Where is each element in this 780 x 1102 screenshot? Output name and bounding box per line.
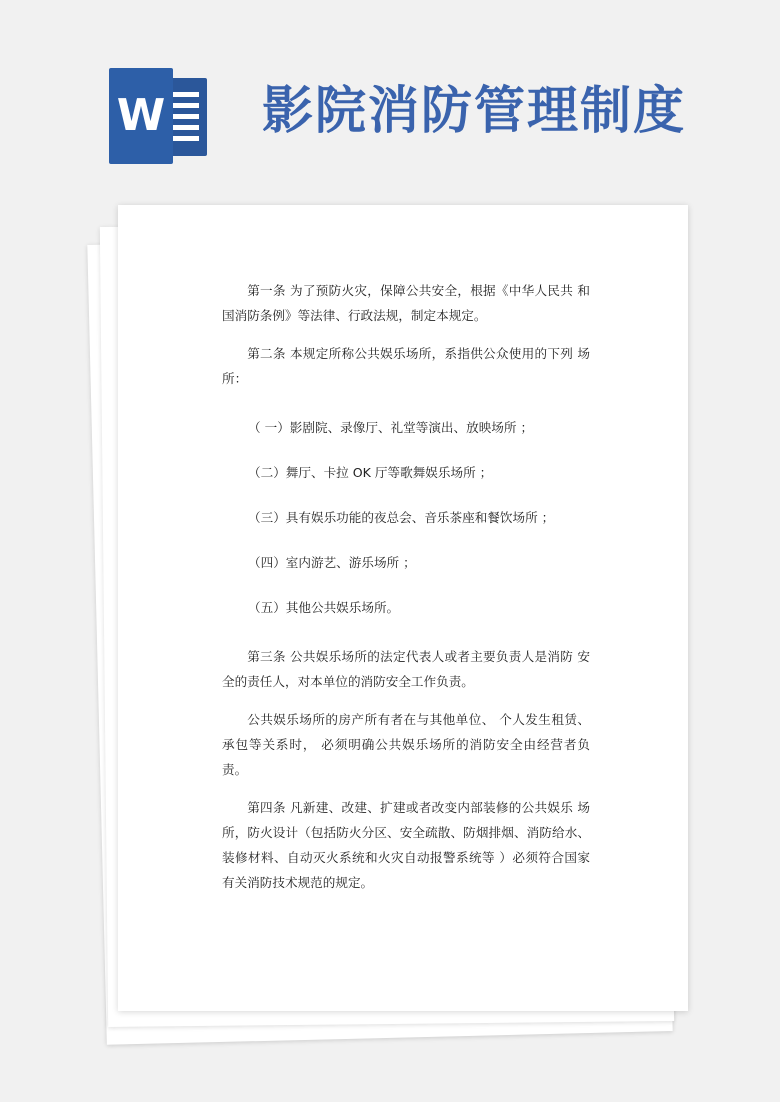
document-body [222,278,590,895]
paragraph-article-4: 第四条 凡新建、改建、扩建或者改变内部装修的公共娱乐 场所，防火设计（包括防火分区、安全疏散、防烟排烟、消防给水、装修材料、自动灭火系统和火灾自动报警系统等 ）必须符合国家有关消防技术规范的规定。 [222,800,590,890]
list-item: （二）舞厅、卡拉 OK 厅等歌舞娱乐场所 ； [248,465,493,480]
list-item: （ 一）影剧院、录像厅、礼堂等演出、放映场所 ； [248,420,534,435]
word-icon: W [109,68,173,164]
list-item: （五）其他公共娱乐场所。 [248,600,400,615]
paragraph-article-3-continued: 公共娱乐场所的房产所有者在与其他单位、 个人发生租赁、 承包等关系时， 必须明确公共娱乐场所的消防安全由经营者负责。 [222,712,590,777]
list-item: （四）室内游艺、游乐场所 ； [248,555,416,570]
paragraph-article-1: 第一条 为了预防火灾，保障公共安全，根据《中华人民共 和国消防条例》等法律、行政法规，制定本规定。 [222,283,590,323]
paragraph-article-3: 第三条 公共娱乐场所的法定代表人或者主要负责人是消防 安全的责任人，对本单位的消防安全工作负责。 [222,649,590,689]
page-title: 影院消防管理制度 [262,81,687,141]
paragraph-article-2: 第二条 本规定所称公共娱乐场所，系指供公众使用的下列 场所： [222,346,590,386]
list-item: （三）具有娱乐功能的夜总会、音乐茶座和餐饮场所 ； [248,510,555,525]
word-logo [109,68,209,164]
